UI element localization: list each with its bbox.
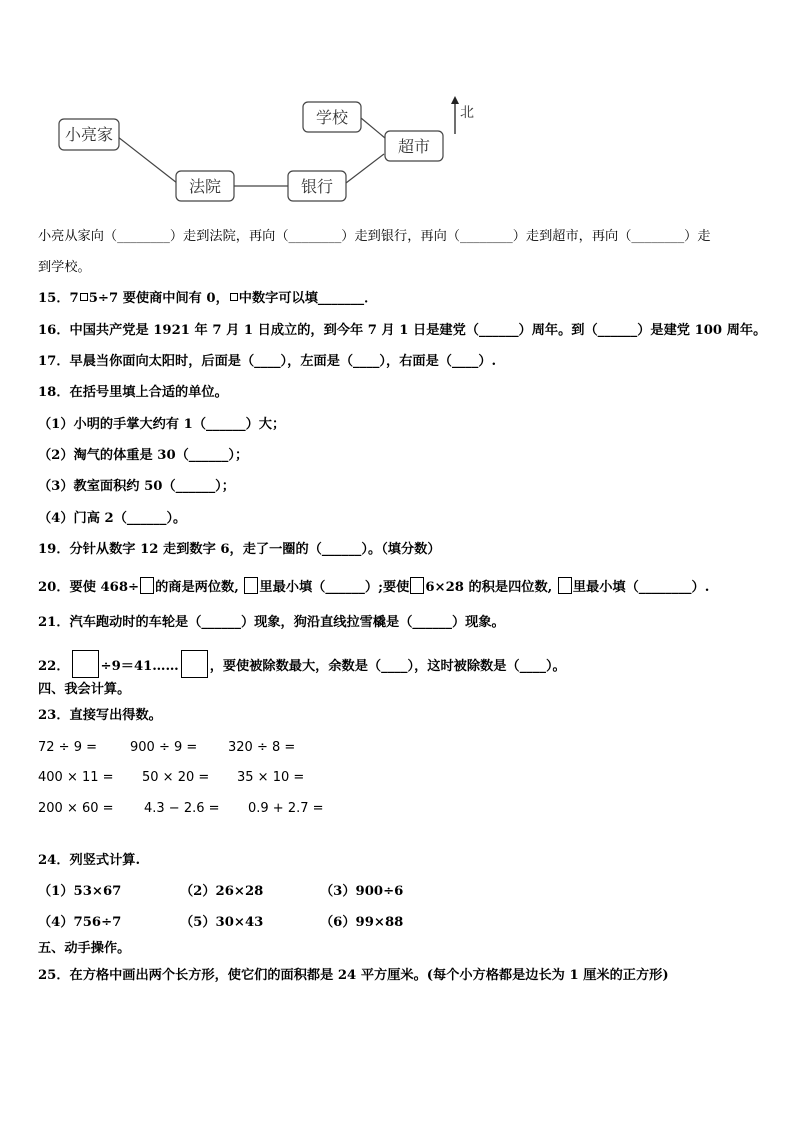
calc-7: 200 × 60 = xyxy=(38,801,114,816)
q24: 24．列竖式计算. xyxy=(38,853,141,868)
remainder-box xyxy=(181,650,208,678)
q18-1: （1）小明的手掌大约有 1（______）大； xyxy=(38,417,286,432)
node-court xyxy=(176,171,234,201)
node-home xyxy=(59,119,119,150)
vert-2: （2）26×28 xyxy=(180,884,264,899)
vert-6: （6）99×88 xyxy=(320,915,404,930)
q18-4: （4）门高 2（______）。 xyxy=(38,511,187,526)
q18-3: （3）教室面积约 50（______）； xyxy=(38,479,235,494)
q18-2: （2）淘气的体重是 30（______）； xyxy=(38,448,249,463)
calc-5: 50 × 20 = xyxy=(142,770,210,785)
calc-2: 900 ÷ 9 = xyxy=(130,740,198,755)
north-arrow-icon xyxy=(451,96,474,134)
dividend-box xyxy=(72,650,99,678)
q20-part-a: 20．要使 468÷ xyxy=(38,580,140,595)
calc-9: 0.9 + 2.7 = xyxy=(248,801,324,816)
q22-number: 22． xyxy=(38,659,70,674)
svg-text:学校: 学校 xyxy=(315,108,349,127)
svg-text:银行: 银行 xyxy=(300,177,334,196)
q15-prefix: 15．7 xyxy=(38,291,79,306)
vert-1: （1）53×67 xyxy=(38,884,122,899)
q15-text-2: 中数字可以填_______． xyxy=(238,291,378,306)
blank-box xyxy=(140,577,154,594)
blank-square xyxy=(80,293,88,301)
blank-box xyxy=(558,577,572,594)
q20-part-b: 的商是两位数, xyxy=(155,580,239,595)
svg-text:超市: 超市 xyxy=(397,137,431,156)
q19: 19．分针从数字 12 走到数字 6，走了一圈的（______）。（填分数） xyxy=(38,542,441,557)
q21: 21．汽车跑动时的车轮是（______）现象，狗沿直线拉雪橇是（______）现象。 xyxy=(38,615,505,630)
node-school xyxy=(303,102,361,132)
route-map xyxy=(0,0,794,220)
section-5-heading: 五、动手操作。 xyxy=(38,941,131,956)
q22-text: ，要使被除数最大，余数是（____），这时被除数是（____）。 xyxy=(209,659,566,674)
q17: 17．早晨当你面向太阳时，后面是（____），左面是（____），右面是（____）. xyxy=(38,354,497,369)
calc-1: 72 ÷ 9 = xyxy=(38,740,97,755)
calc-4: 400 × 11 = xyxy=(38,770,114,785)
calc-3: 320 ÷ 8 = xyxy=(228,740,296,755)
q15 xyxy=(38,290,377,308)
blank-box xyxy=(244,577,258,594)
svg-text:法院: 法院 xyxy=(188,177,222,196)
q22 xyxy=(38,650,566,678)
q20-part-c: 里最小填（______）;要使 xyxy=(259,580,410,595)
q14-line-2: 到学校。 xyxy=(38,260,91,275)
vert-5: （5）30×43 xyxy=(180,915,264,930)
q20 xyxy=(38,577,709,597)
blank-square xyxy=(230,293,238,301)
calc-6: 35 × 10 = xyxy=(237,770,305,785)
q25: 25．在方格中画出两个长方形，使它们的面积都是 24 平方厘米。(每个小方格都是边长为 1 厘米的正方形) xyxy=(38,968,669,983)
section-4-heading: 四、我会计算。 xyxy=(38,682,131,697)
q22-equation: ÷9＝41…… xyxy=(100,659,179,674)
vert-4: （4）756÷7 xyxy=(38,915,122,930)
node-bank xyxy=(288,171,346,201)
q14-line-1: 小亮从家向（________）走到法院，再向（________）走到银行，再向（________）走到超市，再向（________）走 xyxy=(38,229,711,244)
node-market xyxy=(385,131,443,161)
vert-3: （3）900÷6 xyxy=(320,884,404,899)
svg-text:小亮家: 小亮家 xyxy=(64,125,114,144)
q20-part-e: 里最小填（________）. xyxy=(572,580,710,595)
blank-box xyxy=(410,577,424,594)
calc-8: 4.3 − 2.6 = xyxy=(144,801,220,816)
q18: 18．在括号里填上合适的单位。 xyxy=(38,385,228,400)
q16: 16．中国共产党是 1921 年 7 月 1 日成立的，到今年 7 月 1 日是建党（______）周年。到（______）是建党 100 周年。 xyxy=(38,323,767,338)
q15-text: 5÷7 要使商中间有 0， xyxy=(88,291,229,306)
q23: 23．直接写出得数。 xyxy=(38,708,162,723)
svg-text:北: 北 xyxy=(460,105,474,121)
q20-part-d: 6×28 的积是四位数, xyxy=(425,580,553,595)
